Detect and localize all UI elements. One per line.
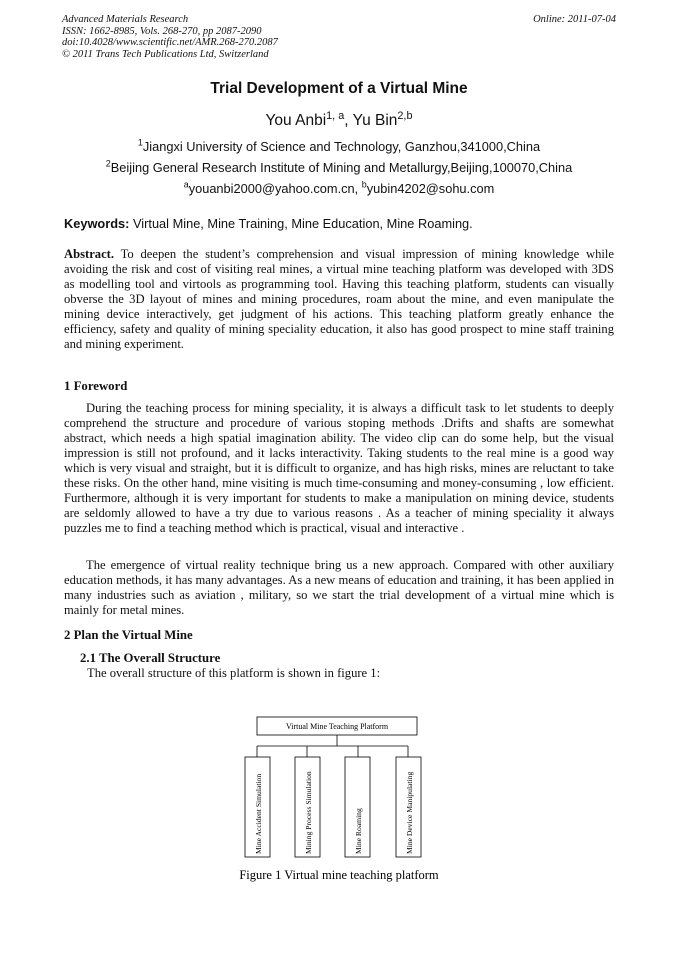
- section-2-1-heading: 2.1 The Overall Structure: [80, 651, 221, 665]
- author-2-sup: 2,b: [397, 109, 413, 122]
- affiliation-1: [0, 139, 678, 154]
- author-sep: ,: [344, 112, 353, 129]
- email-b-sup: b: [361, 179, 367, 190]
- section-1-paragraph-2: The emergence of virtual reality technique bring us a new approach. Compared with other auxiliary education methods, it has many advantages. As a new means of education and training, it has been applied in many industries such as aviation , military, so we start the trial development of a virtual mine which is mainly for metal mines.: [64, 558, 614, 617]
- email-a: youanbi2000@yahoo.com.cn,: [188, 181, 362, 196]
- child-label-2: Mining Process Simulation: [304, 771, 313, 854]
- issn: ISSN: 1662-8985, Vols. 268-270, pp 2087-2090: [62, 25, 262, 37]
- section-1-paragraph-1: During the teaching process for mining speciality, it is always a difficult task to let students to deeply comprehend the structure and procedure of various stoping methods .Drifts and shafts are somewhat abstract, which needs a high spatial imagination ability. The video clip can do some help, but the visual impression is still not profound, and it lacks interactivity. Taking students to the real mine is a good way which is very visual and straight, but it is difficult to organize, and has high risks, mines are reluctant to take these risks. On the other hand, mine visiting is much time-consuming and money-consuming , low efficient. Furthermore, although it is very important for students to make a manipulation on mining device, students are seldomly allowed to have a try due to various reasons . As a teacher of mining speciality it always puzzles me to find a teaching method which is practical, visual and interactive .: [64, 401, 614, 535]
- keywords-label: Keywords:: [64, 216, 130, 231]
- child-label-1: Mine Accident Simulation: [254, 773, 263, 854]
- copyright: © 2011 Trans Tech Publications Ltd, Switzerland: [62, 48, 269, 60]
- keywords: [64, 216, 614, 231]
- structure-diagram: [0, 700, 678, 900]
- figure-intro-line: The overall structure of this platform is shown in figure 1:: [87, 666, 381, 680]
- figure-caption: Figure 1 Virtual mine teaching platform: [239, 868, 439, 882]
- affiliation-2-text: Beijing General Research Institute of Mining and Metallurgy,Beijing,100070,China: [110, 160, 573, 175]
- keywords-text: Virtual Mine, Mine Training, Mine Education, Mine Roaming.: [129, 216, 473, 231]
- online-date: Online: 2011-07-04: [533, 14, 616, 25]
- affiliation-2: [0, 160, 678, 175]
- paper-title: Trial Development of a Virtual Mine: [210, 80, 468, 97]
- emails: [0, 181, 678, 196]
- authors: [0, 109, 678, 130]
- abstract-text: To deepen the student’s comprehension and visual impression of mining knowledge while avoiding the risk and cost of visiting real mines, a virtual mine teaching platform was developed with 3DS as modelling tool and virtools as programming tool. Having this teaching platform, students can visually obverse the 3D layout of mines and mining procedures, roam about the mine, and even manipulate the mining device interactively, get judgment of his actions. This teaching platform greatly enhance the efficiency, safety and quality of mining speciality education, it also has good prospect to mine staff training and mining experiment.: [64, 247, 614, 351]
- section-2-heading: 2 Plan the Virtual Mine: [64, 628, 193, 642]
- email-a-sup: a: [183, 179, 189, 190]
- author-2: Yu Bin: [352, 112, 398, 129]
- child-label-4: Mine Device Manipulating: [405, 771, 414, 854]
- affiliation-1-text: Jiangxi University of Science and Technology, Ganzhou,341000,China: [142, 139, 541, 154]
- root-label: Virtual Mine Teaching Platform: [285, 722, 389, 731]
- doi: doi:10.4028/www.scientific.net/AMR.268-270.2087: [62, 37, 278, 48]
- email-b: yubin4202@sohu.com: [366, 181, 495, 196]
- journal-name: Advanced Materials Research: [62, 14, 189, 25]
- affiliation-1-sup: 1: [137, 137, 143, 148]
- author-1: You Anbi: [265, 112, 327, 129]
- child-label-3: Mine Roaming: [354, 808, 363, 854]
- abstract-label: Abstract.: [64, 247, 115, 261]
- abstract: [64, 247, 614, 352]
- author-1-sup: 1, a: [326, 109, 345, 122]
- journal-header: [62, 14, 278, 60]
- affiliation-2-sup: 2: [105, 158, 111, 169]
- section-1-heading: 1 Foreword: [64, 379, 128, 393]
